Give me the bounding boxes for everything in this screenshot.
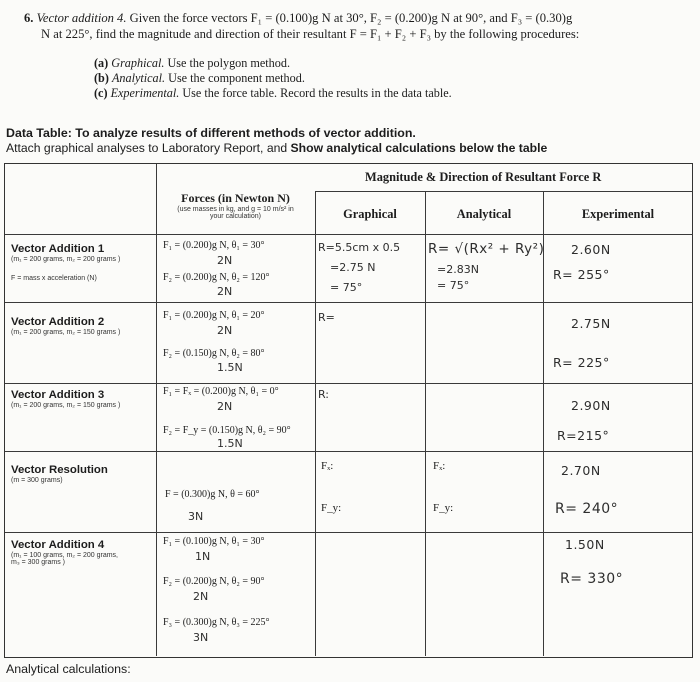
vr-graphical-fy: F_y: [321, 502, 342, 514]
procedure-c: (c) Experimental. Use the force table. Record the results in the data table. [94, 86, 452, 100]
va1-graphical-3: = 75° [330, 281, 363, 294]
row-divider [315, 191, 693, 192]
va3-graphical-1: R: [318, 388, 330, 401]
question-number: 6. [24, 11, 34, 25]
row-title-vr: Vector Resolution (m = 300 grams) [11, 464, 108, 484]
va1-experimental-1: 2.60N [571, 242, 611, 257]
va3-f1: F₁ = Fₓ = (0.200)g N, θ₁ = 0° [163, 386, 279, 397]
header-forces: Forces (in Newton N) (use masses in kg, and g = 10 m/s² in your calculation) [177, 191, 294, 220]
row-divider [5, 451, 693, 452]
vr-f: F = (0.300)g N, θ = 60° [165, 489, 260, 500]
col-divider [315, 191, 316, 656]
va2-graphical-1: R= [318, 311, 335, 324]
question-line-2: N at 225°, find the magnitude and direction of their resultant F = F₁ + F₂ + F₃ by the following procedures: [41, 27, 580, 41]
col-divider [425, 191, 426, 656]
va3-f2-handwritten: 1.5N [217, 437, 243, 450]
vr-experimental-1: 2.70N [561, 463, 601, 478]
va1-analytical-2: =2.83N [437, 263, 479, 276]
procedure-b: (b) Analytical. Use the component method. [94, 71, 305, 85]
vr-graphical-fx: Fₓ: [321, 460, 334, 472]
row-title-va4: Vector Addition 4 (m₁ = 100 grams, m₂ = 200 grams, m₃ = 300 grams ) [11, 539, 119, 566]
question-line-1: Given the force vectors F₁ = (0.100)g N at 30°, F₂ = (0.200)g N at 90°, and F₃ = (0.30)g [129, 11, 573, 25]
vr-analytical-fy: F_y: [433, 502, 454, 514]
vr-experimental-2: R= 240° [555, 501, 619, 517]
va4-f1: F₁ = (0.100)g N, θ₁ = 30° [163, 536, 265, 547]
va2-experimental-2: R= 225° [553, 355, 610, 370]
vr-analytical-fx: Fₓ: [433, 460, 446, 472]
va3-f2: F₂ = F_y = (0.150)g N, θ₂ = 90° [163, 425, 291, 436]
va1-experimental-2: R= 255° [553, 267, 610, 282]
col-divider [543, 191, 544, 656]
va4-f1-handwritten: 1N [195, 550, 211, 563]
va2-f2: F₂ = (0.150)g N, θ₂ = 80° [163, 348, 265, 359]
va1-f2: F₂ = (0.200)g N, θ₂ = 120° [163, 272, 270, 283]
va4-experimental-1: 1.50N [565, 537, 605, 552]
header-graphical: Graphical [343, 207, 397, 221]
va3-f1-handwritten: 2N [217, 400, 233, 413]
row-divider [5, 532, 693, 533]
va1-analytical-1: R= √(Rx² + Ry²) [428, 241, 545, 257]
row-divider [5, 383, 693, 384]
col-divider [156, 164, 157, 656]
va4-f2-handwritten: 2N [193, 590, 209, 603]
header-analytical: Analytical [456, 207, 512, 221]
row-divider [5, 234, 693, 235]
analytical-calculations-label: Analytical calculations: [6, 662, 131, 676]
va1-f2-handwritten: 2N [217, 285, 233, 298]
row-title-va1: Vector Addition 1 (m₁ = 200 grams, m₂ = 200 grams ) F = mass x acceleration (N) [11, 243, 121, 282]
row-title-va2: Vector Addition 2 (m₁ = 200 grams, m₂ = 150 grams ) [11, 316, 121, 336]
procedure-list [94, 56, 452, 101]
va2-experimental-1: 2.75N [571, 316, 611, 331]
row-title-va3: Vector Addition 3 (m₁ = 200 grams, m₂ = 150 grams ) [11, 389, 121, 409]
data-table-title: Data Table: To analyze results of different methods of vector addition. [6, 126, 416, 140]
va4-experimental-2: R= 330° [560, 571, 624, 587]
question-text [24, 10, 684, 42]
va2-f1: F₁ = (0.200)g N, θ₁ = 20° [163, 310, 265, 321]
va3-experimental-1: 2.90N [571, 398, 611, 413]
va2-f2-handwritten: 1.5N [217, 361, 243, 374]
va2-f1-handwritten: 2N [217, 324, 233, 337]
va1-analytical-3: = 75° [437, 279, 470, 292]
va1-f1-handwritten: 2N [217, 254, 233, 267]
header-experimental: Experimental [581, 207, 655, 221]
va4-f3: F₃ = (0.300)g N, θ₃ = 225° [163, 617, 270, 628]
data-table [4, 163, 693, 658]
va4-f3-handwritten: 3N [193, 631, 209, 644]
row-divider [5, 302, 693, 303]
procedure-a: (a) Graphical. Use the polygon method. [94, 56, 291, 70]
va1-f1: F₁ = (0.200)g N, θ₁ = 30° [163, 240, 265, 251]
va1-graphical-1: R=5.5cm x 0.5 [318, 241, 401, 254]
question-title: Vector addition 4. [36, 11, 127, 25]
va1-graphical-2: =2.75 N [330, 261, 376, 274]
header-magnitude: Magnitude & Direction of Resultant Force R [365, 170, 602, 184]
va3-experimental-2: R=215° [557, 428, 610, 443]
va4-f2: F₂ = (0.200)g N, θ₂ = 90° [163, 576, 265, 587]
data-table-subtitle: Attach graphical analyses to Laboratory Report, and Show analytical calculations below the table [6, 141, 548, 155]
vr-f-handwritten: 3N [188, 510, 204, 523]
